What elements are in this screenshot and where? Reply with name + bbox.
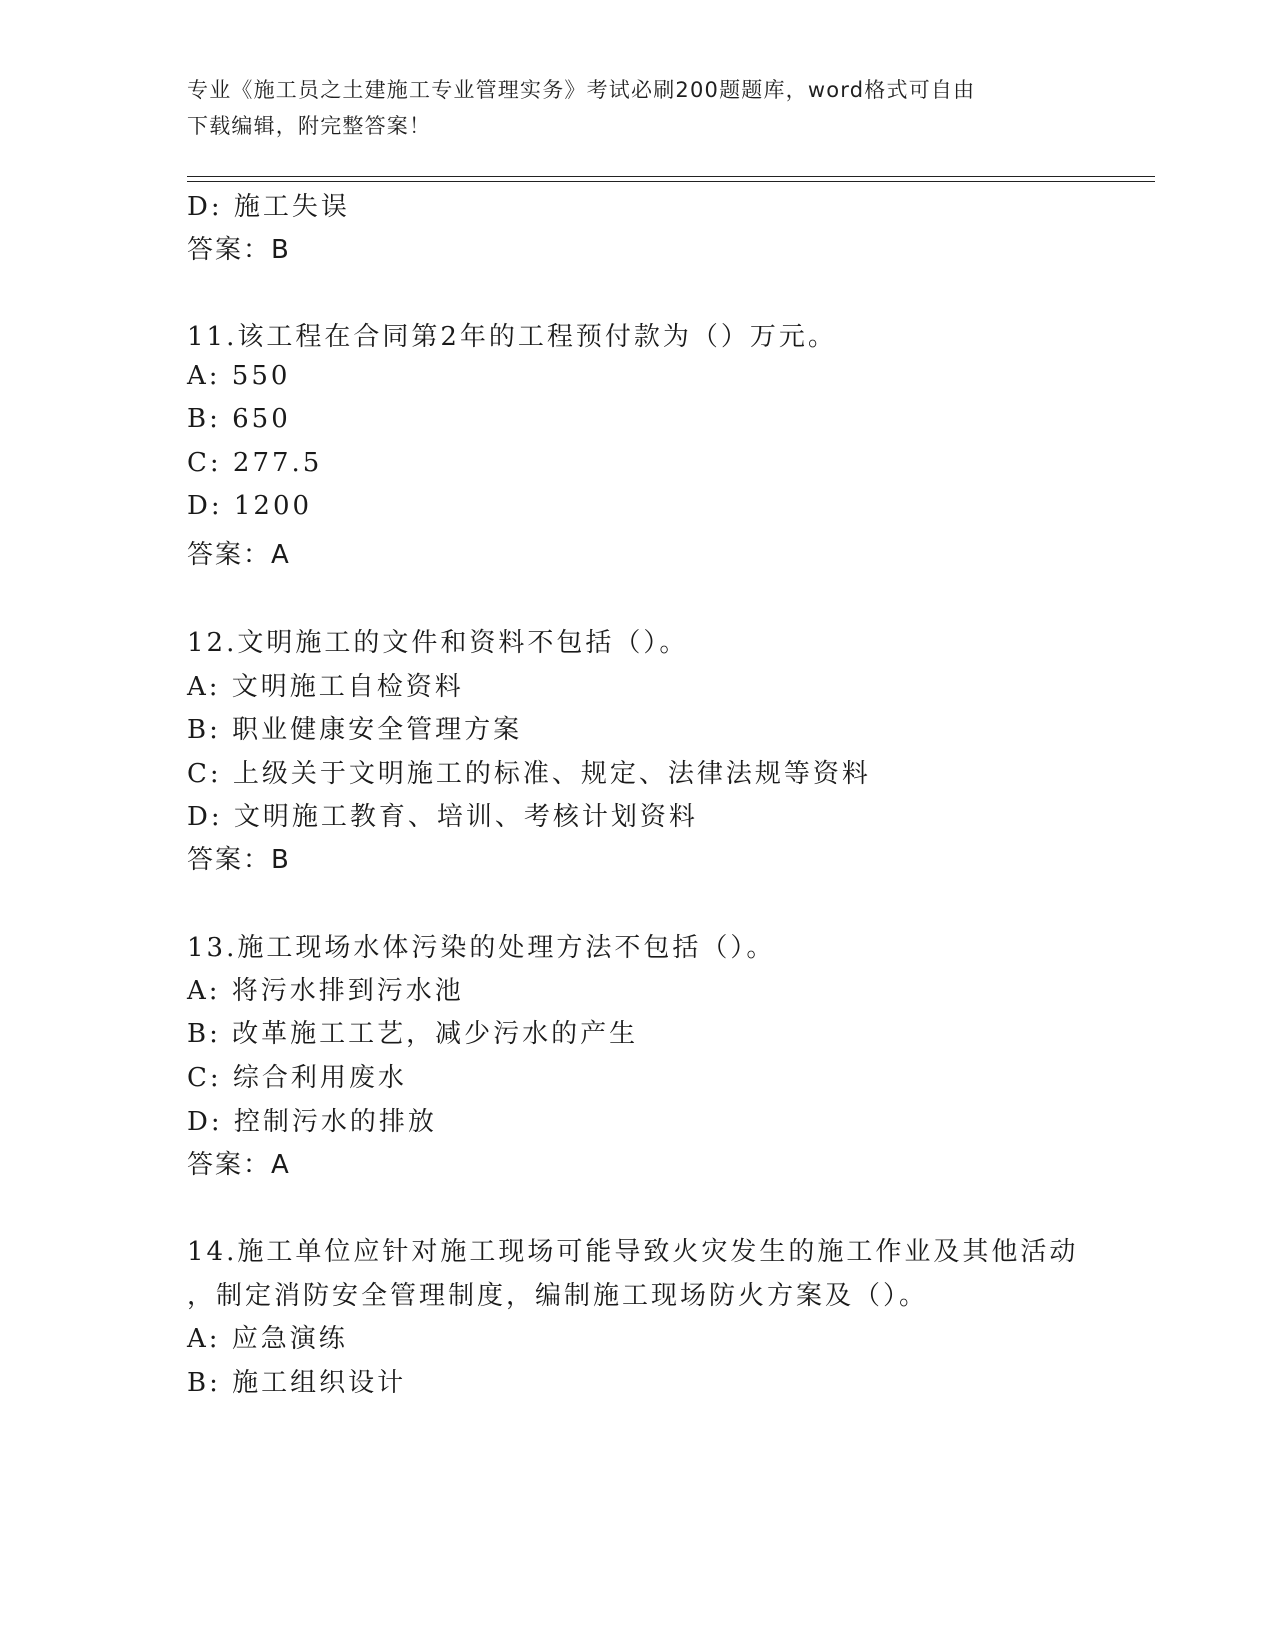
- header-divider-top: [187, 176, 1155, 177]
- q11-option-b: B: 650: [187, 404, 291, 434]
- q13-option-d: D: 控制污水的排放: [187, 1107, 437, 1137]
- q11-option-d: D: 1200: [187, 491, 313, 521]
- q12-option-b: B: 职业健康安全管理方案: [187, 715, 523, 745]
- q13-option-a: A: 将污水排到污水池: [187, 976, 464, 1006]
- header-divider-bottom: [187, 181, 1155, 182]
- q13-option-c: C: 综合利用废水: [187, 1063, 407, 1093]
- q11-answer: 答案：A: [187, 540, 291, 570]
- q12-option-d: D: 文明施工教育、培训、考核计划资料: [187, 802, 698, 832]
- q11-option-c: C: 277.5: [187, 448, 323, 478]
- q12-option-c: C: 上级关于文明施工的标准、规定、法律法规等资料: [187, 759, 871, 789]
- q14-stem-line-2: ，制定消防安全管理制度，编制施工现场防火方案及（）。: [187, 1281, 929, 1311]
- q11-option-a: A: 550: [187, 361, 291, 391]
- q13-answer: 答案：A: [187, 1150, 291, 1180]
- document-header: [187, 72, 1087, 144]
- q14-option-a: A: 应急演练: [187, 1324, 348, 1354]
- q13-option-b: B: 改革施工工艺，减少污水的产生: [187, 1019, 639, 1049]
- q14-option-b: B: 施工组织设计: [187, 1368, 407, 1398]
- q11-stem: 11.该工程在合同第2年的工程预付款为（）万元。: [187, 322, 837, 352]
- q12-option-a: A: 文明施工自检资料: [187, 672, 464, 702]
- header-line-1: 专业《施工员之土建施工专业管理实务》考试必刷200题题库，word格式可自由: [187, 78, 976, 102]
- header-line-2: 下载编辑，附完整答案！: [187, 114, 432, 138]
- q12-answer: 答案：B: [187, 845, 291, 875]
- q13-stem: 13.施工现场水体污染的处理方法不包括（）。: [187, 933, 776, 963]
- q10-answer: 答案：B: [187, 235, 291, 265]
- q12-stem: 12.文明施工的文件和资料不包括（）。: [187, 628, 689, 658]
- q14-stem-line-1: 14.施工单位应针对施工现场可能导致火灾发生的施工作业及其他活动: [187, 1237, 1079, 1267]
- q10-option-d: D: 施工失误: [187, 192, 350, 222]
